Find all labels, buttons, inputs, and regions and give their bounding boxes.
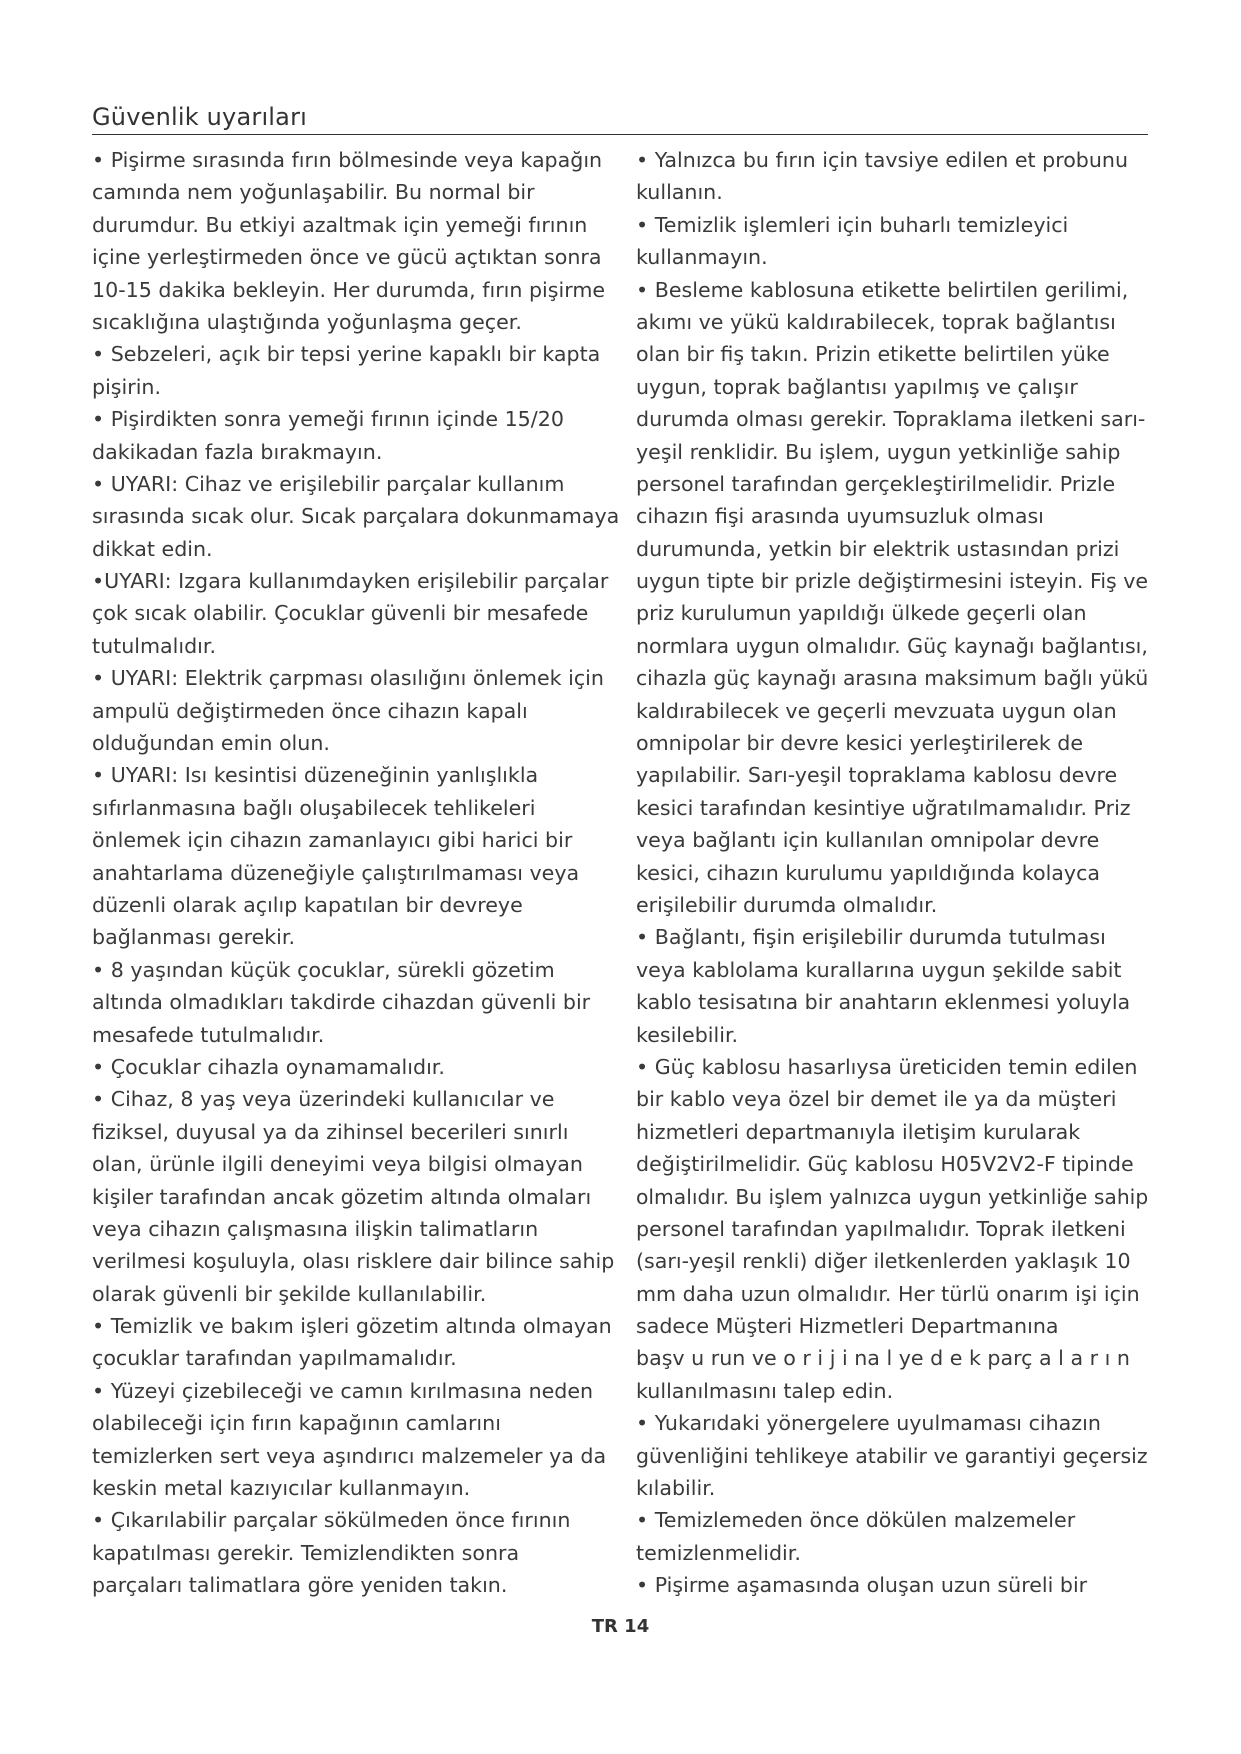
text-line: 10-15 dakika bekleyin. Her durumda, fırın pişirme — [92, 277, 606, 302]
text-line: kullanılmasını talep edin. — [636, 1378, 894, 1403]
text-line: kişiler tarafından ancak gözetim altında olmaları — [92, 1184, 592, 1209]
text-line: uygun tipte bir prizle değiştirmesini isteyin. Fiş ve — [636, 569, 1149, 594]
text-line: kılabilir. — [636, 1476, 716, 1501]
page-number: TR 14 — [591, 1616, 650, 1637]
text-line: • Temizlik ve bakım işleri gözetim altında olmayan — [92, 1314, 612, 1339]
text-line: kablo tesisatına bir anahtarın eklenmesi yoluyla — [636, 990, 1131, 1015]
text-line: kullanmayın. — [636, 245, 768, 270]
text-line: (sarı-yeşil renkli) diğer iletkenlerden yaklaşık 10 — [636, 1249, 1131, 1274]
text-line: parçaları talimatlara göre yeniden takın. — [92, 1573, 508, 1598]
text-line: • Pişirme aşamasında oluşan uzun süreli bir — [636, 1573, 1088, 1598]
text-line: keskin metal kazıyıcılar kullanmayın. — [92, 1476, 471, 1501]
left-column — [92, 144, 628, 1602]
text-line: • UYARI: Cihaz ve erişilebilir parçalar kullanım — [92, 471, 565, 496]
text-line: • UYARI: Elektrik çarpması olasılığını önlemek için — [92, 666, 604, 691]
text-line: durumunda, yetkin bir elektrik ustasından prizi — [636, 536, 1120, 561]
text-line: ampulü değiştirmeden önce cihazın kapalı — [92, 698, 528, 723]
text-line: • Yüzeyi çizebileceği ve camın kırılmasına neden — [92, 1378, 594, 1403]
text-line: değiştirilmelidir. Güç kablosu H05V2V2-F tipinde — [636, 1152, 1134, 1177]
text-line: olan bir fiş takın. Prizin etikette belirtilen yüke — [636, 342, 1110, 367]
text-line: • Besleme kablosuna etikette belirtilen gerilimi, — [636, 277, 1129, 302]
text-line: • Pişirdikten sonra yemeği fırının içinde 15/20 — [92, 407, 564, 432]
text-line: mm daha uzun olmalıdır. Her türlü onarım işi için — [636, 1281, 1140, 1306]
text-line: personel tarafından yapılmalıdır. Toprak iletkeni — [636, 1216, 1126, 1241]
text-line: cihazın fişi arasında uyumsuzluk olması — [636, 504, 1044, 529]
text-line: hizmetleri departmanıyla iletişim kurularak — [636, 1119, 1081, 1144]
text-line: olabileceği için fırın kapağının camlarını — [92, 1411, 501, 1436]
text-line: bağlanması gerekir. — [92, 925, 296, 950]
text-line: temizlerken sert veya aşındırıcı malzemeler ya da — [92, 1443, 607, 1468]
text-line: içine yerleştirmeden önce ve gücü açtıktan sonra — [92, 245, 602, 270]
text-line: • Temizlemeden önce dökülen malzemeler — [636, 1508, 1076, 1533]
text-line: uygun, toprak bağlantısı yapılmış ve çalışır — [636, 374, 1078, 399]
text-line: akımı ve yükü kaldırabilecek, toprak bağlantısı — [636, 309, 1116, 334]
text-line: fiziksel, duyusal ya da zihinsel becerileri sınırlı — [92, 1119, 569, 1144]
text-line: sıfırlanmasına bağlı oluşabilecek tehlikeleri — [92, 795, 536, 820]
text-line: güvenliğini tehlikeye atabilir ve garantiyi geçersiz — [636, 1443, 1148, 1468]
text-line: başv u run ve o r i j i na l ye d e k parç a l a r ı n — [636, 1346, 1130, 1371]
text-line: • Temizlik işlemleri için buharlı temizleyici — [636, 212, 1069, 237]
text-line: altında olmadıkları takdirde cihazdan güvenli bir — [92, 990, 591, 1015]
text-line: veya cihazın çalışmasına ilişkin talimatların — [92, 1216, 539, 1241]
text-line: durumdur. Bu etkiyi azaltmak için yemeği fırının — [92, 212, 588, 237]
text-line: çocuklar tarafından yapılmamalıdır. — [92, 1346, 457, 1371]
text-line: • Pişirme sırasında fırın bölmesinde veya kapağın — [92, 148, 603, 172]
text-line: priz kurulumun yapıldığı ülkede geçerli olan — [636, 601, 1087, 626]
text-line: bir kablo veya özel bir demet ile ya da müşteri — [636, 1087, 1117, 1112]
text-line: omnipolar bir devre kesici yerleştirilerek de — [636, 731, 1084, 756]
text-line: • Cihaz, 8 yaş veya üzerindeki kullanıcılar ve — [92, 1087, 555, 1112]
text-line: • Sebzeleri, açık bir tepsi yerine kapaklı bir kapta — [92, 342, 601, 367]
text-line: önlemek için cihazın zamanlayıcı gibi harici bir — [92, 828, 573, 853]
text-line: çok sıcak olabilir. Çocuklar güvenli bir mesafede — [92, 601, 589, 626]
text-line: tutulmalıdır. — [92, 633, 217, 658]
text-line: • Güç kablosu hasarlıysa üreticiden temin edilen — [636, 1054, 1138, 1079]
text-line: olarak güvenli bir şekilde kullanılabilir. — [92, 1281, 487, 1306]
text-line: olmalıdır. Bu işlem yalnızca uygun yetkinliğe sahip — [636, 1184, 1149, 1209]
text-line: kaldırabilecek ve geçerli mevzuata uygun olan — [636, 698, 1117, 723]
text-line: veya bağlantı için kullanılan omnipolar devre — [636, 828, 1100, 853]
text-line: kesici, cihazın kurulumu yapıldığında kolayca — [636, 860, 1101, 885]
text-line: yapılabilir. Sarı-yeşil topraklama kablosu devre — [636, 763, 1118, 788]
text-line: • UYARI: Isı kesintisi düzeneğinin yanlışlıkla — [92, 763, 539, 788]
text-line: düzenli olarak açılıp kapatılan bir devreye — [92, 892, 523, 917]
section-heading: Güvenlik uyarıları — [92, 100, 1148, 135]
text-line: • Çocuklar cihazla oynamamalıdır. — [92, 1054, 445, 1079]
text-line: • Yukarıdaki yönergelere uyulmaması cihazın — [636, 1411, 1101, 1436]
text-line: • Yalnızca bu fırın için tavsiye edilen et probunu — [636, 148, 1129, 172]
text-line: erişilebilir durumda olmalıdır. — [636, 892, 938, 917]
text-line: sırasında sıcak olur. Sıcak parçalara dokunmamaya — [92, 504, 620, 529]
text-line: yeşil renklidir. Bu işlem, uygun yetkinliğe sahip — [636, 439, 1121, 464]
text-line: kullanın. — [636, 180, 723, 205]
text-line: personel tarafından gerçekleştirilmelidir. Prizle — [636, 471, 1116, 496]
text-line: mesafede tutulmalıdır. — [92, 1022, 325, 1047]
text-line: pişirin. — [92, 374, 162, 399]
text-line: sıcaklığına ulaştığında yoğunlaşma geçer. — [92, 309, 522, 334]
text-line: anahtarlama düzeneğiyle çalıştırılmaması veya — [92, 860, 580, 885]
text-line: camında nem yoğunlaşabilir. Bu normal bir — [92, 180, 535, 205]
text-line: sadece Müşteri Hizmetleri Departmanına — [636, 1314, 1059, 1339]
right-column — [636, 144, 1156, 1602]
text-line: •UYARI: Izgara kullanımdayken erişilebilir parçalar — [92, 569, 609, 594]
text-line: dikkat edin. — [92, 536, 213, 561]
text-line: • Bağlantı, fişin erişilebilir durumda tutulması — [636, 925, 1106, 950]
text-line: dakikadan fazla bırakmayın. — [92, 439, 383, 464]
text-line: kesilebilir. — [636, 1022, 739, 1047]
text-line: cihazla güç kaynağı arasına maksimum bağlı yükü — [636, 666, 1149, 691]
text-line: veya kablolama kurallarına uygun şekilde sabit — [636, 957, 1122, 982]
text-line: • Çıkarılabilir parçalar sökülmeden önce fırının — [92, 1508, 571, 1533]
text-line: kesici tarafından kesintiye uğratılmamalıdır. Priz — [636, 795, 1131, 820]
text-line: kapatılması gerekir. Temizlendikten sonra — [92, 1540, 520, 1565]
text-line: olduğundan emin olun. — [92, 731, 330, 756]
text-line: durumda olması gerekir. Topraklama iletkeni sarı- — [636, 407, 1146, 432]
text-line: • 8 yaşından küçük çocuklar, sürekli gözetim — [92, 957, 555, 982]
text-line: normlara uygun olmalıdır. Güç kaynağı bağlantısı, — [636, 633, 1148, 658]
text-line: verilmesi koşuluyla, olası risklere dair bilince sahip — [92, 1249, 615, 1274]
text-line: olan, ürünle ilgili deneyimi veya bilgisi olmayan — [92, 1152, 583, 1177]
text-line: temizlenmelidir. — [636, 1540, 801, 1565]
